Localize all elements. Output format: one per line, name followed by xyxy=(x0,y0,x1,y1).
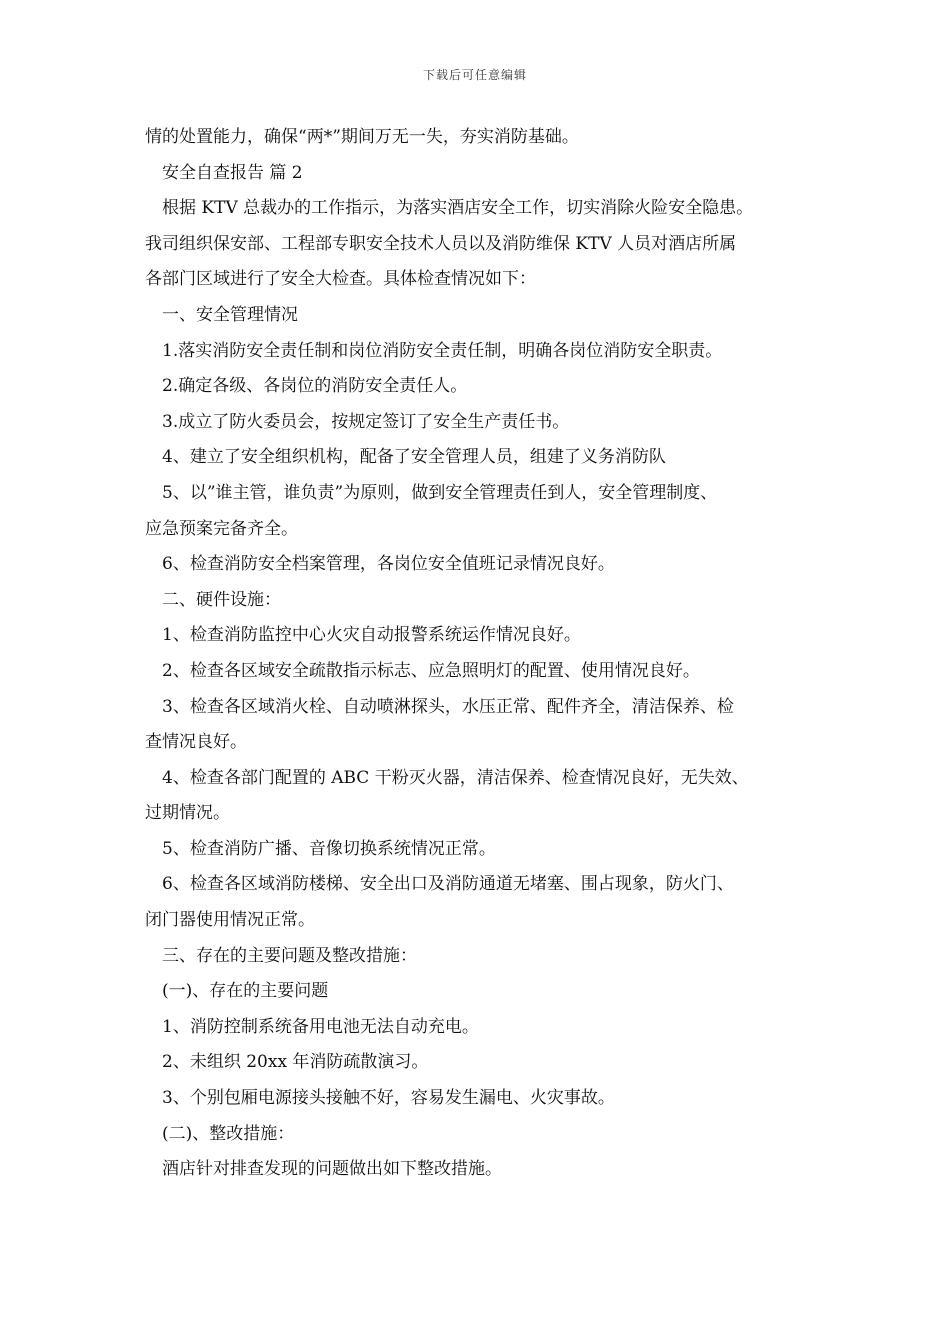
list-item: 3.成立了防火委员会，按规定签订了安全生产责任书。 xyxy=(162,411,570,432)
list-item: 1、检查消防监控中心火灾自动报警系统运作情况良好。 xyxy=(162,625,581,646)
list-item-continuation: 过期情况。 xyxy=(145,803,230,824)
list-item: 3、检查各区域消火栓、自动喷淋探头，水压正常、配件齐全，清洁保养、检 xyxy=(162,696,734,717)
list-item: 1.落实消防安全责任制和岗位消防安全责任制，明确各岗位消防安全职责。 xyxy=(162,340,723,361)
document-body xyxy=(145,120,825,1188)
list-item-continuation: 查情况良好。 xyxy=(145,732,247,753)
text-line: 各部门区域进行了安全大检查。具体检查情况如下： xyxy=(145,269,536,290)
section-heading: 三、存在的主要问题及整改措施： xyxy=(162,945,417,966)
list-item-continuation: 闭门器使用情况正常。 xyxy=(145,910,315,931)
section-heading: 二、硬件设施： xyxy=(162,589,281,610)
list-item: 5、检查消防广播、音像切换系统情况正常。 xyxy=(162,838,496,859)
list-item: 5、以”谁主管，谁负责”为原则，做到安全管理责任到人，安全管理制度、 xyxy=(162,482,718,503)
list-item: 1、消防控制系统备用电池无法自动充电。 xyxy=(162,1016,479,1037)
list-item: 4、建立了安全组织机构，配备了安全管理人员，组建了义务消防队 xyxy=(162,447,666,468)
section-title: 安全自查报告 篇 2 xyxy=(162,162,303,183)
text-line: 我司组织保安部、工程部专职安全技术人员以及消防维保 KTV 人员对酒店所属 xyxy=(145,233,737,254)
subsection-heading: (二)、整改措施： xyxy=(162,1123,295,1144)
list-item-continuation: 应急预案完备齐全。 xyxy=(145,518,298,539)
text-line: 情的处置能力，确保“两*”期间万无一失，夯实消防基础。 xyxy=(145,127,579,147)
text-line: 酒店针对排查发现的问题做出如下整改措施。 xyxy=(162,1159,502,1180)
list-item: 2、检查各区域安全疏散指示标志、应急照明灯的配置、使用情况良好。 xyxy=(162,660,700,681)
list-item: 6、检查各区域消防楼梯、安全出口及消防通道无堵塞、围占现象，防火门、 xyxy=(162,874,734,895)
list-item: 2.确定各级、各岗位的消防安全责任人。 xyxy=(162,376,468,397)
list-item: 4、检查各部门配置的 ABC 干粉灭火器，清洁保养、检查情况良好，无失效、 xyxy=(162,767,749,788)
page-header: 下载后可任意编辑 xyxy=(422,68,527,82)
text-line: 根据 KTV 总裁办的工作指示，为落实酒店安全工作，切实消除火险安全隐患。 xyxy=(162,198,754,219)
subsection-heading: (一)、存在的主要问题 xyxy=(162,981,329,1002)
list-item: 3、个别包厢电源接头接触不好，容易发生漏电、火灾事故。 xyxy=(162,1088,615,1109)
list-item: 6、检查消防安全档案管理，各岗位安全值班记录情况良好。 xyxy=(162,554,615,575)
list-item: 2、未组织 20xx 年消防疏散演习。 xyxy=(162,1052,429,1073)
section-heading: 一、安全管理情况 xyxy=(162,304,298,325)
